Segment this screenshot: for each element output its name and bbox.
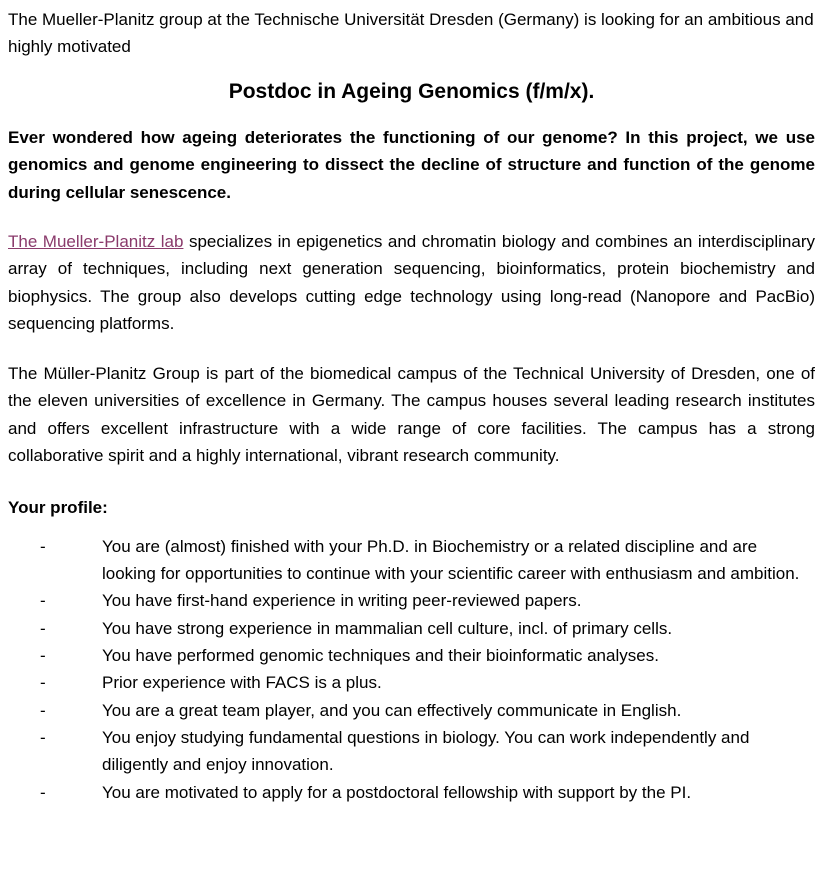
bullet-dash: - [40,618,46,638]
lab-paragraph-text: specializes in epigenetics and chromatin biology and combines an interdisciplinary array of techniques, including next generation sequencing, bioinformatics, protein biochemistry and biophysics. The group also develops cutting edge technology using long-read (Nanopore and PacBio) sequencing platforms. [8,231,815,334]
list-item [8,587,815,614]
bullet-dash: - [40,536,46,556]
list-item-text: You have performed genomic techniques and their bioinformatic analyses. [102,646,659,666]
list-item [8,669,815,696]
list-item-text: You are a great team player, and you can effectively communicate in English. [102,700,682,720]
profile-list [8,533,815,806]
campus-paragraph: The Müller-Planitz Group is part of the biomedical campus of the Technical University of Dresden, one of the eleven universities of excellence in Germany. The campus houses several leading research institutes and offers excellent infrastructure with a wide range of core facilities. The campus has a strong collaborative spirit and a highly international, vibrant research community. [8,363,815,466]
list-item [8,724,815,779]
bullet-dash: - [40,591,46,611]
list-item [8,697,815,724]
bullet-dash: - [40,782,46,802]
list-item-text: You enjoy studying fundamental questions in biology. You can work independently and diligently and enjoy innovation. [102,727,750,775]
list-item-text: You are motivated to apply for a postdoctoral fellowship with support by the PI. [102,782,692,802]
list-item [8,779,815,806]
page-title: Postdoc in Ageing Genomics (f/m/x). [228,80,595,103]
lab-paragraph [8,228,815,338]
list-item-text: Prior experience with FACS is a plus. [102,673,382,693]
bullet-dash: - [40,700,46,720]
list-item-text: You have strong experience in mammalian cell culture, incl. of primary cells. [102,618,673,638]
list-item [8,533,815,588]
profile-heading: Your profile: [8,497,108,517]
lead-paragraph: Ever wondered how ageing deteriorates the functioning of our genome? In this project, we use genomics and genome engineering to dissect the decline of structure and function of the genome during cellular senescence. [8,128,815,202]
bullet-dash: - [40,727,46,747]
list-item-text: You have first-hand experience in writing peer-reviewed papers. [102,591,582,611]
list-item-text: You are (almost) finished with your Ph.D. in Biochemistry or a related discipline and are looking for opportunities to continue with your scientific career with enthusiasm and ambition. [102,536,800,584]
list-item [8,615,815,642]
intro-text: The Mueller-Planitz group at the Technische Universität Dresden (Germany) is looking for an ambitious and highly motivated [8,10,814,56]
lab-link[interactable]: The Mueller-Planitz lab [8,231,184,251]
list-item [8,642,815,669]
bullet-dash: - [40,646,46,666]
bullet-dash: - [40,673,46,693]
